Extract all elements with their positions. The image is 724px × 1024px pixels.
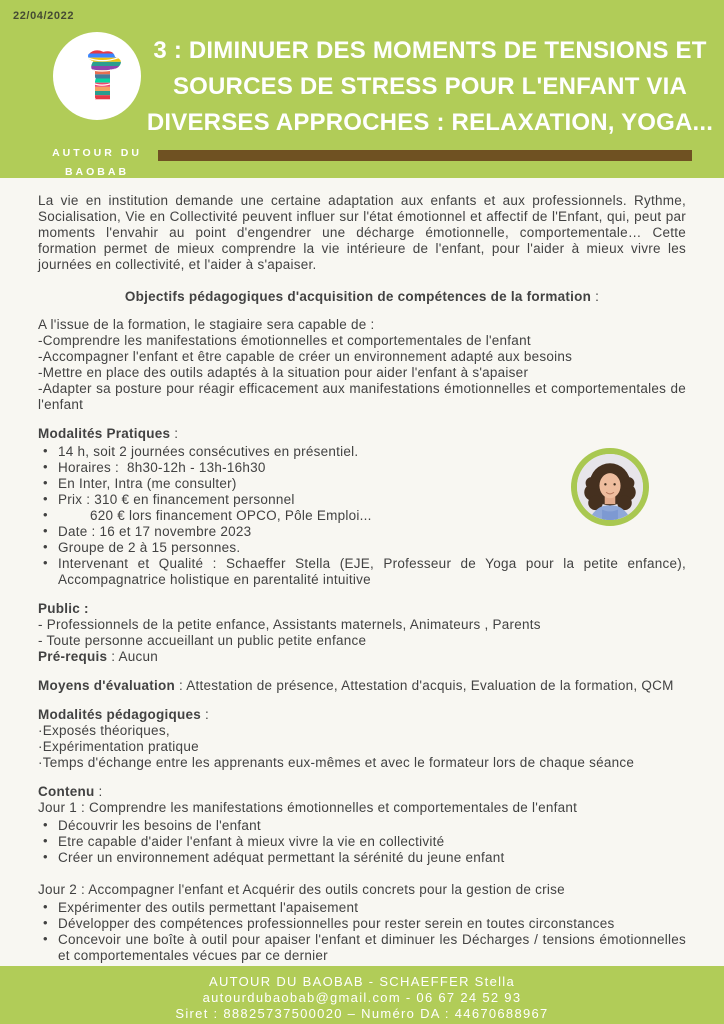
- page-title: [145, 33, 715, 141]
- modalites-heading-suffix: :: [170, 426, 179, 441]
- list-item: • Groupe de 2 à 15 personnes.: [38, 540, 686, 556]
- modalites-heading-bold: Modalités Pratiques: [38, 426, 171, 441]
- pedagogiques-list: [38, 723, 686, 771]
- list-item: -Adapter sa posture pour réagir efficacement aux manifestations émotionnelles et comportementales de l'enfant: [38, 381, 686, 412]
- objectives-list: [38, 333, 686, 413]
- pedagogiques-heading-suffix: :: [201, 707, 210, 722]
- prerequis-value: : Aucun: [107, 649, 159, 664]
- list-item: -Comprendre les manifestations émotionnelles et comportementales de l'enfant: [38, 333, 531, 348]
- jour1-list: [38, 818, 686, 866]
- footer-banner: [0, 966, 724, 1024]
- footer-line-3: Siret : 88825737500020 – Numéro DA : 44670688967: [175, 1006, 549, 1021]
- footer-line-1: AUTOUR DU BAOBAB - SCHAEFFER Stella: [208, 974, 516, 989]
- objectives-heading: [38, 289, 686, 305]
- list-item: -Accompagner l'enfant et être capable de créer un environnement adapté aux besoins: [38, 349, 573, 364]
- contenu-heading: [38, 784, 686, 800]
- public-heading-bold: Public: [38, 601, 81, 616]
- list-item: ·Temps d'échange entre les apprenants eux-mêmes et avec le formateur lors de chaque séance: [38, 755, 635, 770]
- date-text: 22/04/2022: [13, 10, 75, 22]
- jour1-title: Jour 1 : Comprendre les manifestations émotionnelles et comportementales de l'enfant: [38, 800, 578, 815]
- list-item: • Date : 16 et 17 novembre 2023: [38, 524, 686, 540]
- list-item: • Développer des compétences professionnelles pour rester serein en toutes circonstances: [38, 916, 686, 932]
- list-item: • Etre capable d'aider l'enfant à mieux vivre la vie en collectivité: [38, 834, 686, 850]
- objectives-heading-bold: Objectifs pédagogiques d'acquisition de compétences de la formation: [124, 289, 592, 304]
- list-item: • Expérimenter des outils permettant l'apaisement: [38, 900, 686, 916]
- header-banner: [0, 0, 724, 178]
- list-item: - Professionnels de la petite enfance, Assistants maternels, Animateurs , Parents: [38, 617, 541, 632]
- objectives-heading-suffix: :: [591, 289, 600, 304]
- jour2-title: Jour 2 : Accompagner l'enfant et Acquérir des outils concrets pour la gestion de crise: [38, 882, 565, 897]
- title-line-3: DIVERSES APPROCHES : RELAXATION, YOGA...: [146, 109, 714, 136]
- brand-name: [12, 144, 182, 182]
- jour2-list: [38, 900, 686, 964]
- list-item: • Intervenant et Qualité : Schaeffer Stella (EJE, Professeur de Yoga pour la petite enfance), Accompagnatrice holistique en parentalité intuitive: [38, 556, 686, 588]
- evaluation-line: [38, 678, 686, 694]
- list-item: ·Expérimentation pratique: [38, 739, 199, 754]
- pedagogiques-heading-bold: Modalités pédagogiques: [38, 707, 202, 722]
- prerequis-label: Pré-requis: [38, 649, 108, 664]
- intro-paragraph: La vie en institution demande une certaine adaptation aux enfants et aux professionnels. Rythme, Socialisation, Vie en Collectivité peuvent influer sur l'état émotionnel et affectif de l'Enfant, qui, peut par moments l'envahir au point d'engendrer une décharge émotionnelle, comportementale… Cette formation permet de mieux comprendre la vie intérieure de l'enfant, pour l'aider à mieux vivre les journées en collectivité, et l'aider à s'apaiser.: [38, 193, 686, 272]
- list-item: • Prix : 310 € en financement personnel: [38, 492, 686, 508]
- list-item: • 14 h, soit 2 journées consécutives en présentiel.: [38, 444, 686, 460]
- list-item: • Découvrir les besoins de l'enfant: [38, 818, 686, 834]
- contenu-heading-suffix: :: [94, 784, 103, 799]
- public-heading-suffix: :: [80, 601, 89, 616]
- title-line-1: 3 : DIMINUER DES MOMENTS DE TENSIONS ET: [153, 37, 707, 64]
- list-item: - Toute personne accueillant un public petite enfance: [38, 633, 367, 648]
- evaluation-value: : Attestation de présence, Attestation d'acquis, Evaluation de la formation, QCM: [175, 678, 674, 693]
- list-item: • Concevoir une boîte à outil pour apaiser l'enfant et diminuer les Décharges / tensions émotionnelles et comportementales vécues par ce dernier: [38, 932, 686, 964]
- list-item: • Horaires : 8h30-12h - 13h-16h30: [38, 460, 686, 476]
- pedagogiques-heading: [38, 707, 686, 723]
- title-line-2: SOURCES DE STRESS POUR L'ENFANT VIA: [172, 73, 688, 100]
- prerequis-line: [38, 649, 686, 665]
- public-heading: [38, 601, 686, 617]
- trainer-portrait-icon: [577, 454, 643, 520]
- objectives-lead: A l'issue de la formation, le stagiaire sera capable de :: [38, 317, 375, 332]
- brand-line: BAOBAB: [64, 166, 130, 178]
- baobab-tree-icon: [75, 49, 125, 103]
- logo-circle: [53, 32, 141, 120]
- footer-line-2: autourdubaobab@gmail.com - 06 67 24 52 93: [202, 990, 522, 1005]
- list-item: -Mettre en place des outils adaptés à la situation pour aider l'enfant à s'apaiser: [38, 365, 529, 380]
- list-item: • Créer un environnement adéquat permettant la sérénité du jeune enfant: [38, 850, 686, 866]
- modalites-heading: [38, 426, 686, 442]
- list-item: • 620 € lors financement OPCO, Pôle Emploi...: [38, 508, 686, 524]
- brand-line: AUTOUR DU: [52, 147, 142, 159]
- flyer-body: [0, 178, 724, 966]
- public-list: [38, 617, 686, 649]
- title-underline-bar: [158, 150, 692, 161]
- list-item: • En Inter, Intra (me consulter): [38, 476, 686, 492]
- list-item: ·Exposés théoriques,: [38, 723, 170, 738]
- evaluation-label: Moyens d'évaluation: [38, 678, 175, 693]
- contenu-heading-bold: Contenu: [38, 784, 95, 799]
- trainer-photo: [571, 448, 649, 526]
